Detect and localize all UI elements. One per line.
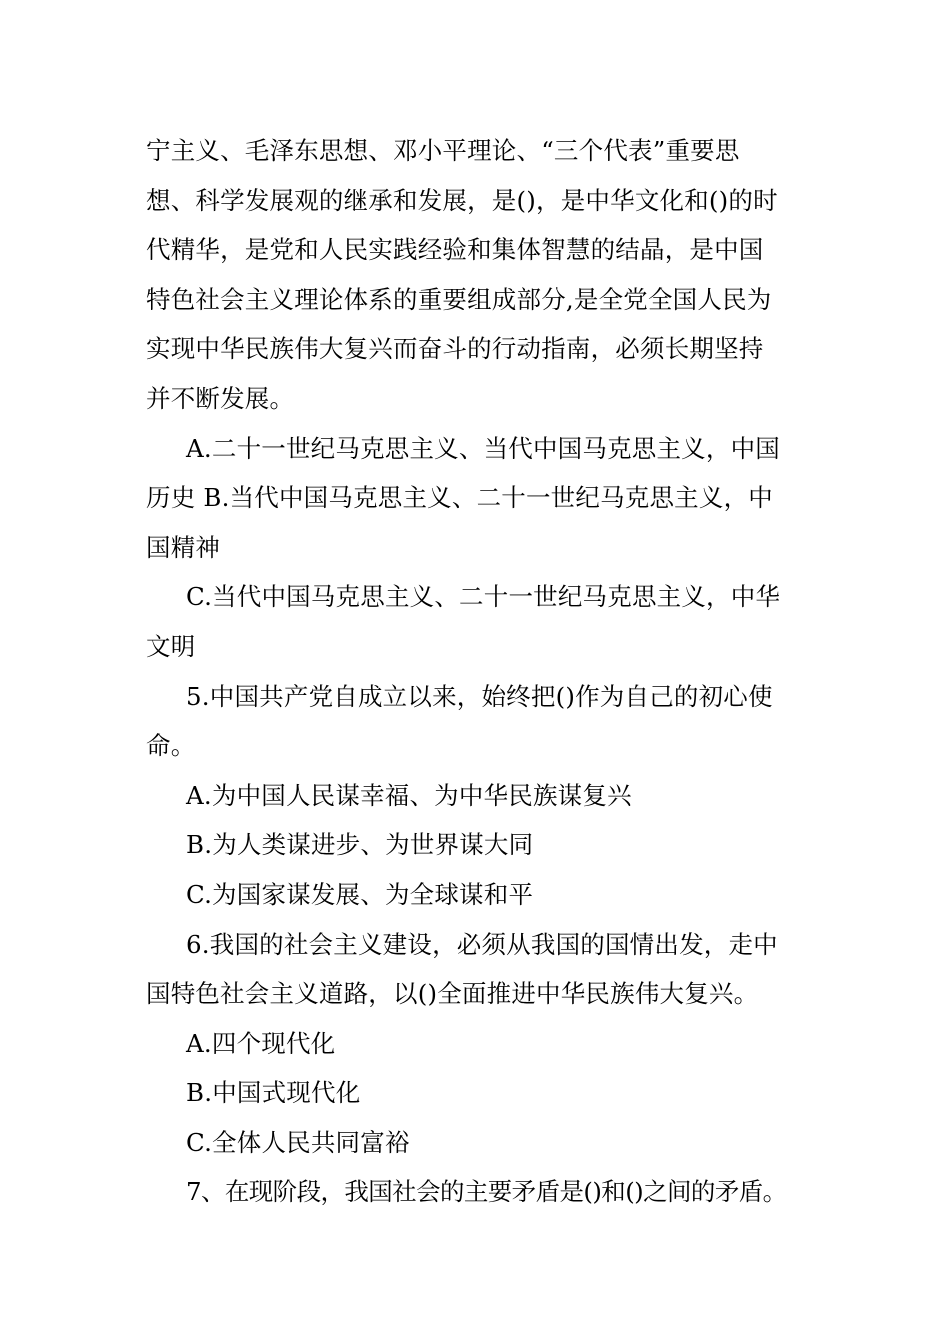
text-line: 国精神	[146, 532, 221, 562]
option-line: C.当代中国马克思主义、二十一世纪马克思主义，中华	[186, 582, 781, 612]
option-line: A.四个现代化	[186, 1028, 336, 1058]
document-page	[146, 126, 808, 1217]
question-line: 5.中国共产党自成立以来，始终把()作为自己的初心使	[186, 681, 773, 711]
text-line: 代精华，是党和人民实践经验和集体智慧的结晶，是中国	[146, 235, 764, 265]
option-line: C.全体人民共同富裕	[186, 1127, 410, 1157]
text-line: 实现中华民族伟大复兴而奋斗的行动指南，必须长期坚持	[146, 334, 764, 364]
option-line: B.为人类谋进步、为世界谋大同	[186, 830, 534, 860]
option-line: 历史 B.当代中国马克思主义、二十一世纪马克思主义，中	[146, 483, 773, 513]
text-line: 想、科学发展观的继承和发展，是()，是中华文化和()的时	[146, 185, 778, 215]
question-line: 7、在现阶段，我国社会的主要矛盾是()和()之间的矛盾。	[186, 1177, 787, 1207]
option-line: A.为中国人民谋幸福、为中华民族谋复兴	[186, 780, 632, 810]
text-line: 并不断发展。	[146, 383, 295, 413]
text-line: 命。	[146, 731, 196, 761]
option-line: A.二十一世纪马克思主义、当代中国马克思主义，中国	[186, 433, 780, 463]
text-line: 宁主义、毛泽东思想、邓小平理论、“三个代表”重要思	[146, 136, 740, 165]
question-line: 6.我国的社会主义建设，必须从我国的国情出发，走中	[186, 929, 778, 959]
text-line: 特色社会主义理论体系的重要组成部分,是全党全国人民为	[146, 284, 772, 314]
text-line: 国特色社会主义道路，以()全面推进中华民族伟大复兴。	[146, 979, 759, 1009]
option-line: B.中国式现代化	[186, 1078, 361, 1108]
option-line: C.为国家谋发展、为全球谋和平	[186, 879, 534, 909]
text-line: 文明	[146, 631, 196, 661]
